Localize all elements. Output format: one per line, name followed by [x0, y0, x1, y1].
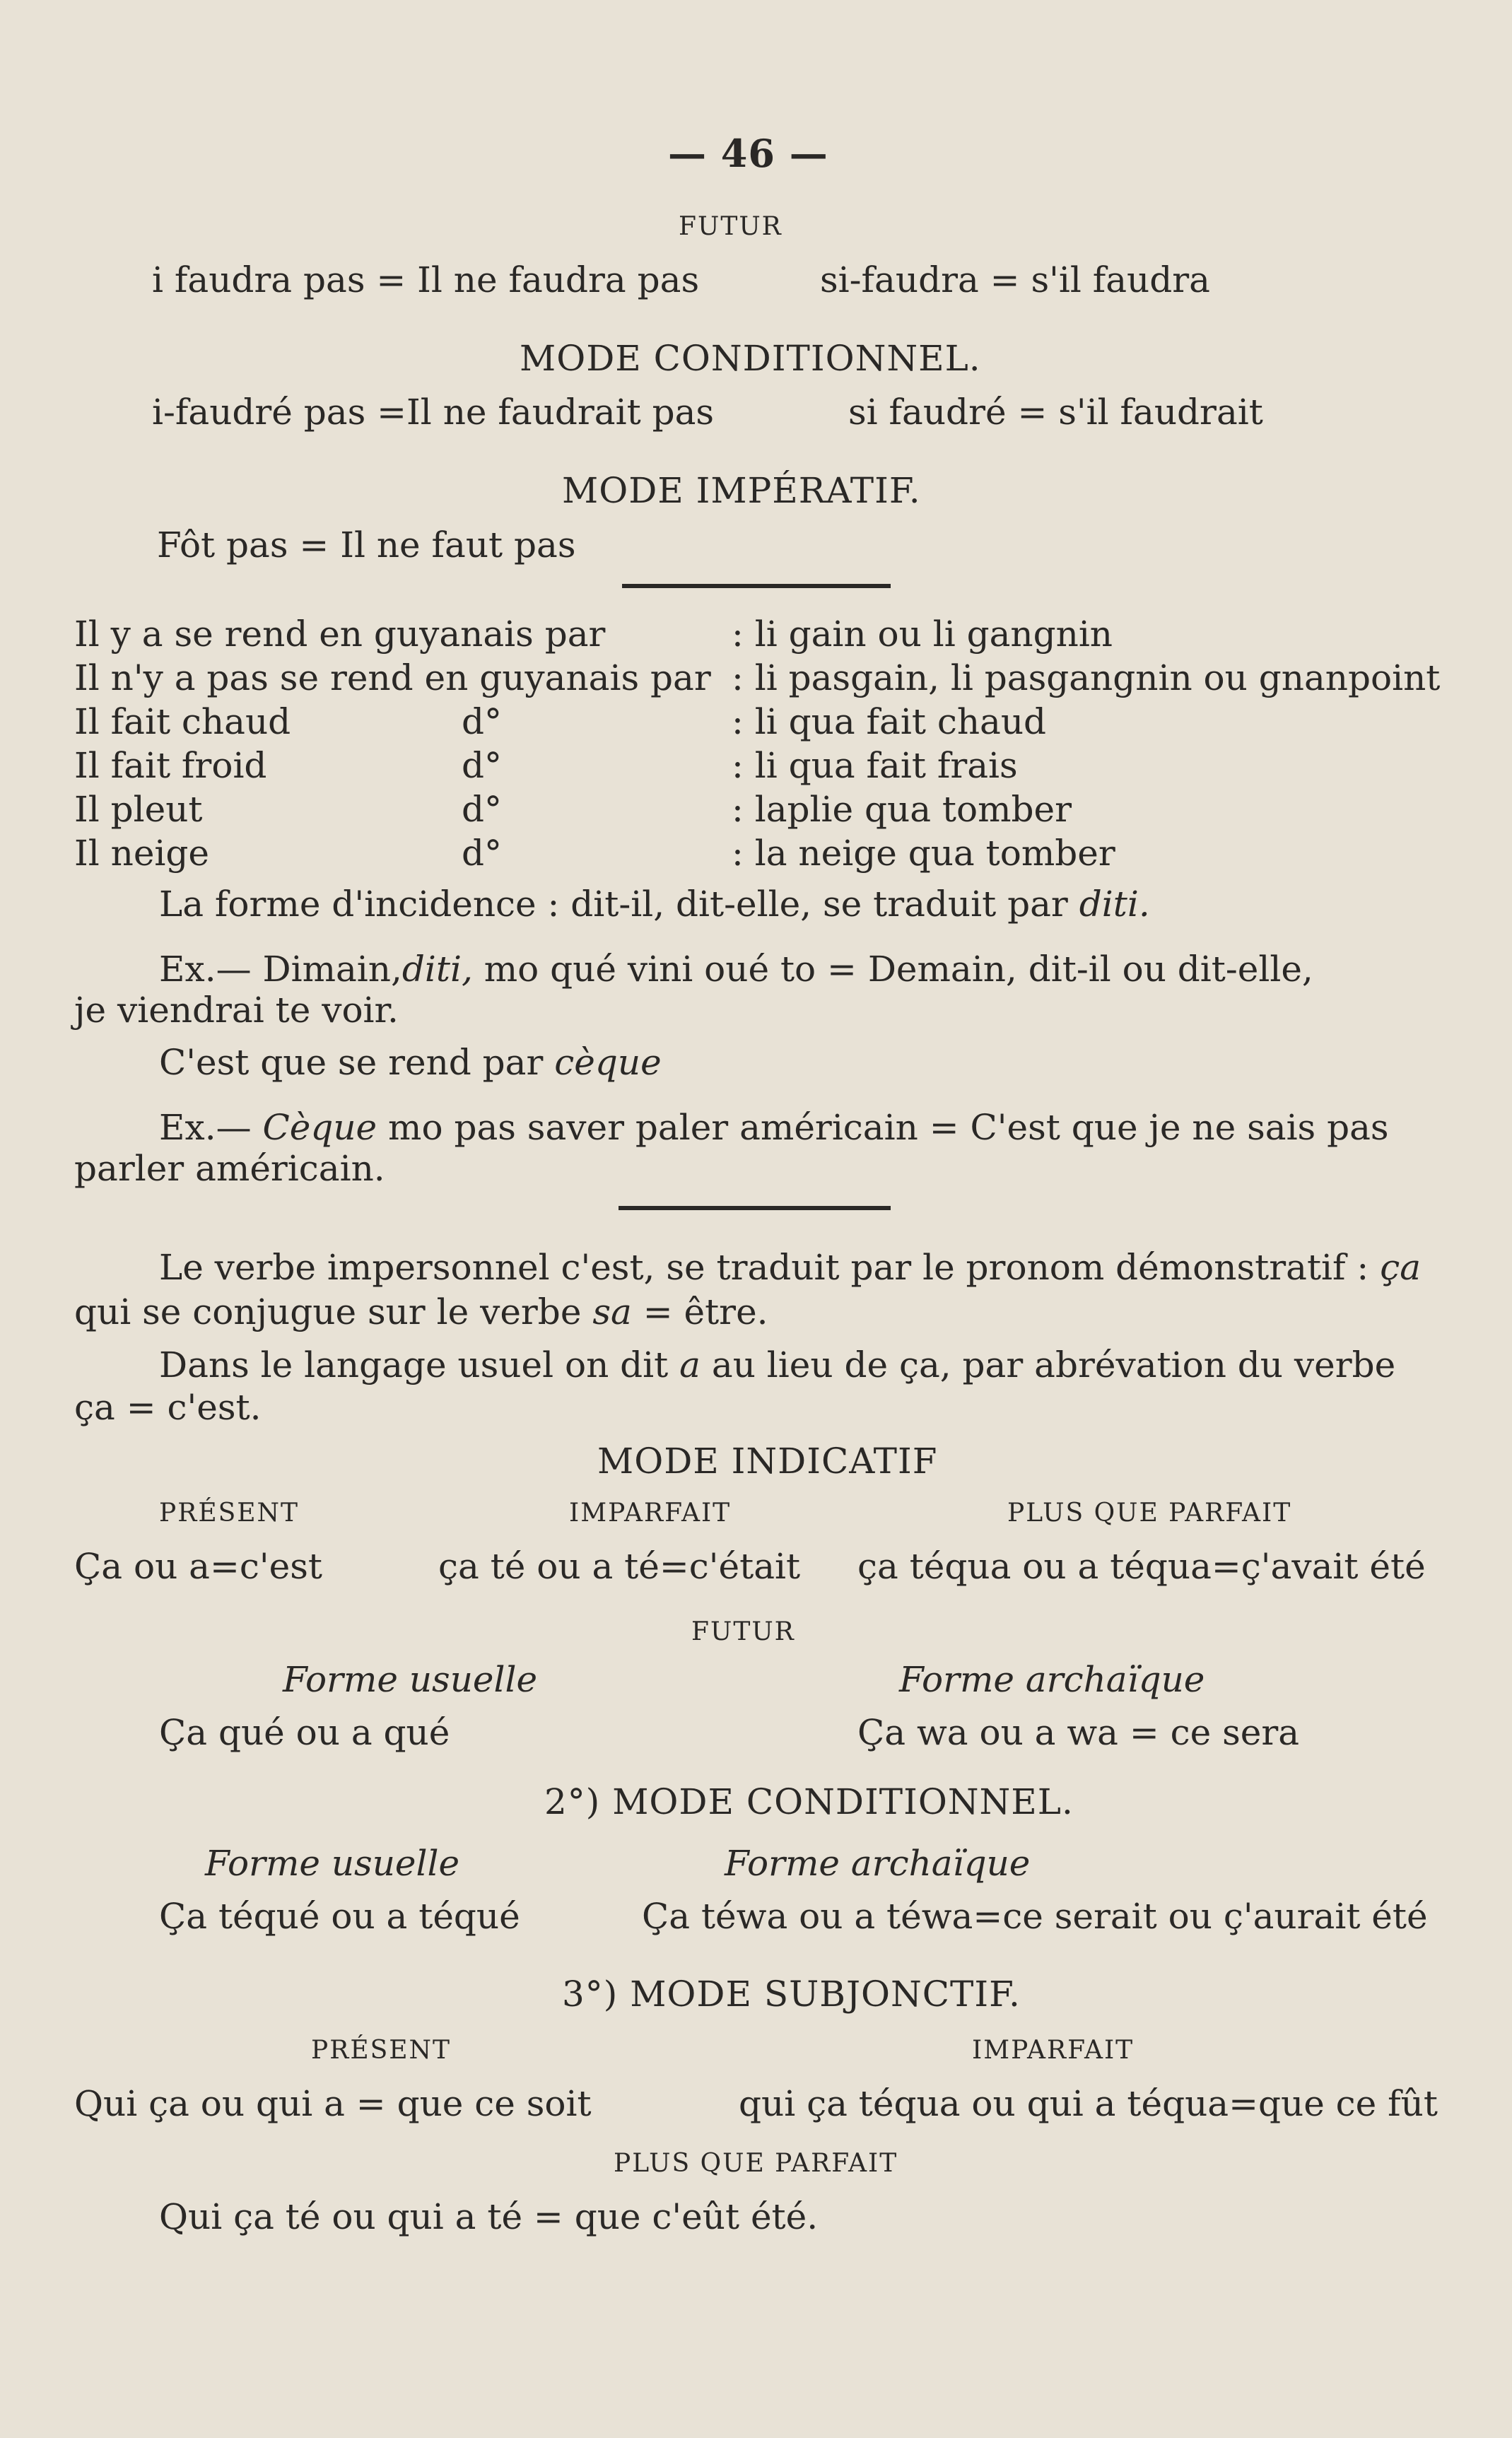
plus-que-parfait-label: PLUS QUE PARFAIT: [614, 2149, 898, 2178]
example-label: Ex.—: [159, 949, 263, 990]
impersonnel-line-4: ça = c'est.: [74, 1387, 262, 1428]
french-phrase: Il n'y a pas se rend en guyanais par: [74, 657, 711, 698]
impersonnel-line-3: [159, 1343, 1395, 1387]
cest-que-example-cont: parler américain.: [74, 1148, 385, 1189]
ditto-mark: d°: [462, 745, 503, 786]
impersonnel-text: Le verbe impersonnel c'est, se traduit par le pronom démonstratif :: [159, 1247, 1369, 1288]
ditto-mark: d°: [462, 701, 503, 742]
conditionnel-usuelle-form: Ça téqué ou a téqué: [159, 1896, 520, 1937]
page-number: — 46 —: [668, 131, 828, 176]
french-phrase: Il y a se rend en guyanais par: [74, 614, 606, 655]
example-term: Cèque: [262, 1107, 377, 1148]
impersonnel-line-1: [159, 1246, 1421, 1289]
imperatif-left: Fôt pas = Il ne faut pas: [157, 524, 576, 565]
example-translation: mo pas saver paler américain = C'est que je ne sais pas: [377, 1107, 1389, 1148]
impersonnel-text: = être.: [631, 1291, 768, 1332]
subjonctif-present-form: Qui ça ou qui a = que ce soit: [74, 2083, 592, 2124]
futur-usuelle-form: Ça qué ou a qué: [159, 1712, 450, 1753]
conditionnel-archaique-form: Ça téwa ou a téwa=ce serait ou ç'aurait été: [642, 1896, 1428, 1937]
incidence-example-cont: je viendrai te voir.: [74, 990, 399, 1031]
example-label: Ex.—: [159, 1107, 263, 1148]
conditionnel-heading: MODE CONDITIONNEL.: [520, 338, 981, 379]
cest-que-paragraph: [159, 1041, 662, 1084]
guyanais-phrase: : laplie qua tomber: [732, 789, 1072, 830]
example-term: diti,: [402, 949, 473, 990]
french-phrase: Il fait chaud: [74, 701, 291, 742]
ditto-mark: d°: [462, 789, 503, 830]
incidence-term: diti.: [1079, 884, 1150, 925]
imparfait-label: IMPARFAIT: [569, 1499, 732, 1528]
incidence-paragraph: [159, 882, 1150, 926]
impersonnel-term: a: [679, 1344, 701, 1385]
impersonnel-text: Dans le langage usuel on dit: [159, 1344, 669, 1385]
impersonnel-term: ça: [1380, 1247, 1421, 1288]
guyanais-phrase: : li qua fait frais: [732, 745, 1018, 786]
futur-right: si-faudra = s'il faudra: [820, 259, 1210, 300]
french-phrase: Il pleut: [74, 789, 203, 830]
example-translation: mo qué vini oué to = Demain, dit-il ou dit-elle,: [472, 949, 1313, 990]
subjonctif-heading: 3°) MODE SUBJONCTIF.: [562, 1974, 1021, 2015]
conditionnel-left: i-faudré pas =Il ne faudrait pas: [152, 392, 715, 433]
example-creole: Dimain,: [262, 949, 402, 990]
guyanais-phrase: : li gain ou li gangnin: [732, 614, 1113, 655]
guyanais-phrase: : li qua fait chaud: [732, 701, 1047, 742]
french-phrase: Il neige: [74, 833, 210, 874]
subjonctif-pqp-form: Qui ça té ou qui a té = que c'eût été.: [159, 2196, 819, 2237]
forme-archaique-label: Forme archaïque: [899, 1659, 1205, 1700]
impersonnel-term: sa: [592, 1291, 632, 1332]
futur-left: i faudra pas = Il ne faudra pas: [152, 259, 700, 300]
forme-usuelle-label: Forme usuelle: [283, 1659, 538, 1700]
imperatif-heading: MODE IMPÉRATIF.: [562, 470, 921, 511]
conditionnel-2-heading: 2°) MODE CONDITIONNEL.: [544, 1781, 1074, 1822]
impersonnel-line-2: [74, 1290, 768, 1334]
indicatif-heading: MODE INDICATIF: [597, 1441, 938, 1482]
forme-usuelle-label: Forme usuelle: [205, 1843, 460, 1884]
present-label: PRÉSENT: [311, 2036, 452, 2065]
imparfait-form: ça té ou a té=c'était: [438, 1546, 801, 1587]
imparfait-label: IMPARFAIT: [972, 2036, 1135, 2065]
impersonnel-text: qui se conjugue sur le verbe: [74, 1291, 582, 1332]
forme-archaique-label: Forme archaïque: [725, 1843, 1031, 1884]
divider-rule: [619, 1206, 891, 1210]
conditionnel-right: si faudré = s'il faudrait: [848, 392, 1263, 433]
plus-que-parfait-form: ça téqua ou a téqua=ç'avait été: [857, 1546, 1426, 1587]
futur-heading: FUTUR: [679, 212, 783, 241]
futur-archaique-form: Ça wa ou a wa = ce sera: [857, 1712, 1300, 1753]
cest-que-term: cèque: [554, 1042, 662, 1083]
guyanais-phrase: : li pasgain, li pasgangnin ou gnanpoint: [732, 657, 1441, 698]
cest-que-example: [159, 1106, 1389, 1149]
ditto-mark: d°: [462, 833, 503, 874]
divider-rule: [622, 584, 891, 588]
plus-que-parfait-label: PLUS QUE PARFAIT: [1007, 1499, 1292, 1528]
present-form: Ça ou a=c'est: [74, 1546, 322, 1587]
incidence-example: [159, 947, 1313, 991]
subjonctif-imparfait-form: qui ça téqua ou qui a téqua=que ce fût: [739, 2083, 1438, 2124]
futur-label: FUTUR: [691, 1617, 795, 1646]
guyanais-phrase: : la neige qua tomber: [732, 833, 1115, 874]
incidence-text: La forme d'incidence : dit-il, dit-elle, se traduit par: [159, 884, 1068, 925]
cest-que-text: C'est que se rend par: [159, 1042, 544, 1083]
present-label: PRÉSENT: [159, 1499, 300, 1528]
impersonnel-text: au lieu de ça, par abrévation du verbe: [700, 1344, 1396, 1385]
french-phrase: Il fait froid: [74, 745, 267, 786]
